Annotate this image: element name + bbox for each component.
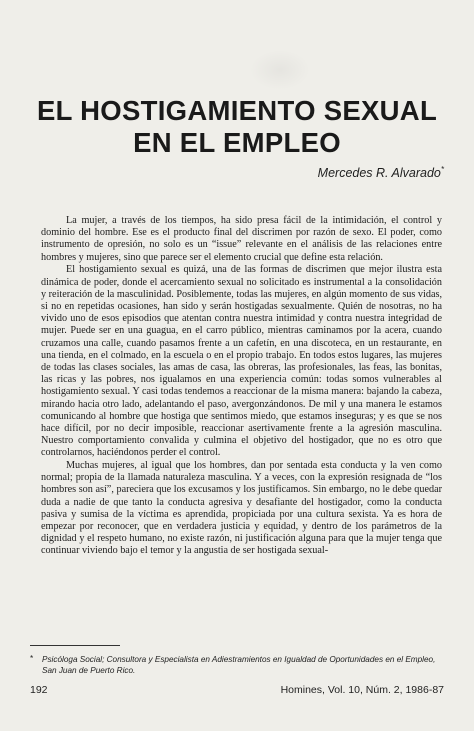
- page-number: 192: [30, 684, 48, 696]
- footnote-rule: [30, 645, 120, 646]
- journal-citation: Homines, Vol. 10, Núm. 2, 1986-87: [280, 684, 444, 696]
- footnote-text: Psicóloga Social; Consultora y Especialista en Adiestramientos en Igualdad de Oportunidades en el Empleo, San Juan de Puerto Rico.: [42, 655, 436, 675]
- footnote-mark: *: [30, 654, 34, 663]
- paragraph-2: El hostigamiento sexual es quizá, una de las formas de discrimen que mejor ilustra esta dinámica de poder, donde el acercamiento sexual no solicitado es instrumental a la consolidación y reiteración de la masculinidad. Posiblemente, todas las mujeres, en algún momento de sus vidas, si no en repetidas ocasiones, han sido y serán hostigadas sexualmente. Quién de nosotras, no ha vivido uno de esos episodios que atentan contra nuestra intimidad y contra nuestra integridad de mujer. Puede ser en una guagua, en el carro público, mientras caminamos por la acera, cuando cruzamos una calle, cuando pasamos frente a un cafetín, en una discoteca, en un restaurante, en una tienda, en el colmado, en la escuela o en el propio trabajo. En todos estos lugares, las mujeres de todas las clases sociales, las amas de casa, las obreras, las profesionales, las feas, las bonitas, las ricas y las pobres, nos igualamos en una experiencia común: todas somos vulnerables al hostigamiento sexual. Y casi todas tendemos a reaccionar de la misma manera: bajando la cabeza, mirando hacia otro lado, adelantando el paso, avergonzándonos. De mil y una manera le estamos comunicando al hombre que hostiga que sentimos miedo, que estamos inseguras; y es que se nos hace difícil, por no decir imposible, reaccionar asertivamente frente a la agresión masculina. Nuestro comportamiento convalida y culmina el objetivo del hostigador, que no es otro que controlarnos, haciéndonos perder el control.: [41, 264, 442, 459]
- footnote: [30, 654, 444, 676]
- bleed-through-mark: [250, 50, 310, 90]
- article-title: [30, 95, 444, 159]
- author-footnote-mark: *: [440, 165, 444, 174]
- title-line-2: EN EL EMPLEO: [133, 127, 341, 158]
- article-body: [41, 215, 442, 558]
- author-name: Mercedes R. Alvarado: [317, 166, 441, 181]
- paragraph-1: La mujer, a través de los tiempos, ha sido presa fácil de la intimidación, el control y dominio del hombre. Ese es el producto final del discrimen por razón de sexo. El poder, como instrumento de opresión, no solo es un “issue” relevante en el análisis de las relaciones entre hombres y mujeres, sino que parece ser el elemento crucial que define esta relación.: [41, 215, 442, 263]
- title-line-1: EL HOSTIGAMIENTO SEXUAL: [36, 95, 438, 126]
- author-byline: [318, 165, 444, 180]
- paragraph-3: Muchas mujeres, al igual que los hombres, dan por sentada esta conducta y la ven como normal; propia de la llamada naturaleza masculina. Y a veces, con la expresión resignada de “los hombres son así”, pareciera que los excusamos y los justificamos. Sin embargo, no le debe quedar duda a nadie de que tanto la conducta agresiva y desafiante del hostigador, como la conducta pasiva y sumisa de la víctima es aprendida, propiciada por una cultura sexista. Ya es hora de empezar por reconocer, que en verdadera justicia y equidad, y dentro de los parámetros de la dignidad y el respeto humano, no existe razón, ni justificación alguna para que la mujer tenga que continuar viviendo bajo el temor y la angustia de ser hostigada sexual-: [41, 460, 442, 557]
